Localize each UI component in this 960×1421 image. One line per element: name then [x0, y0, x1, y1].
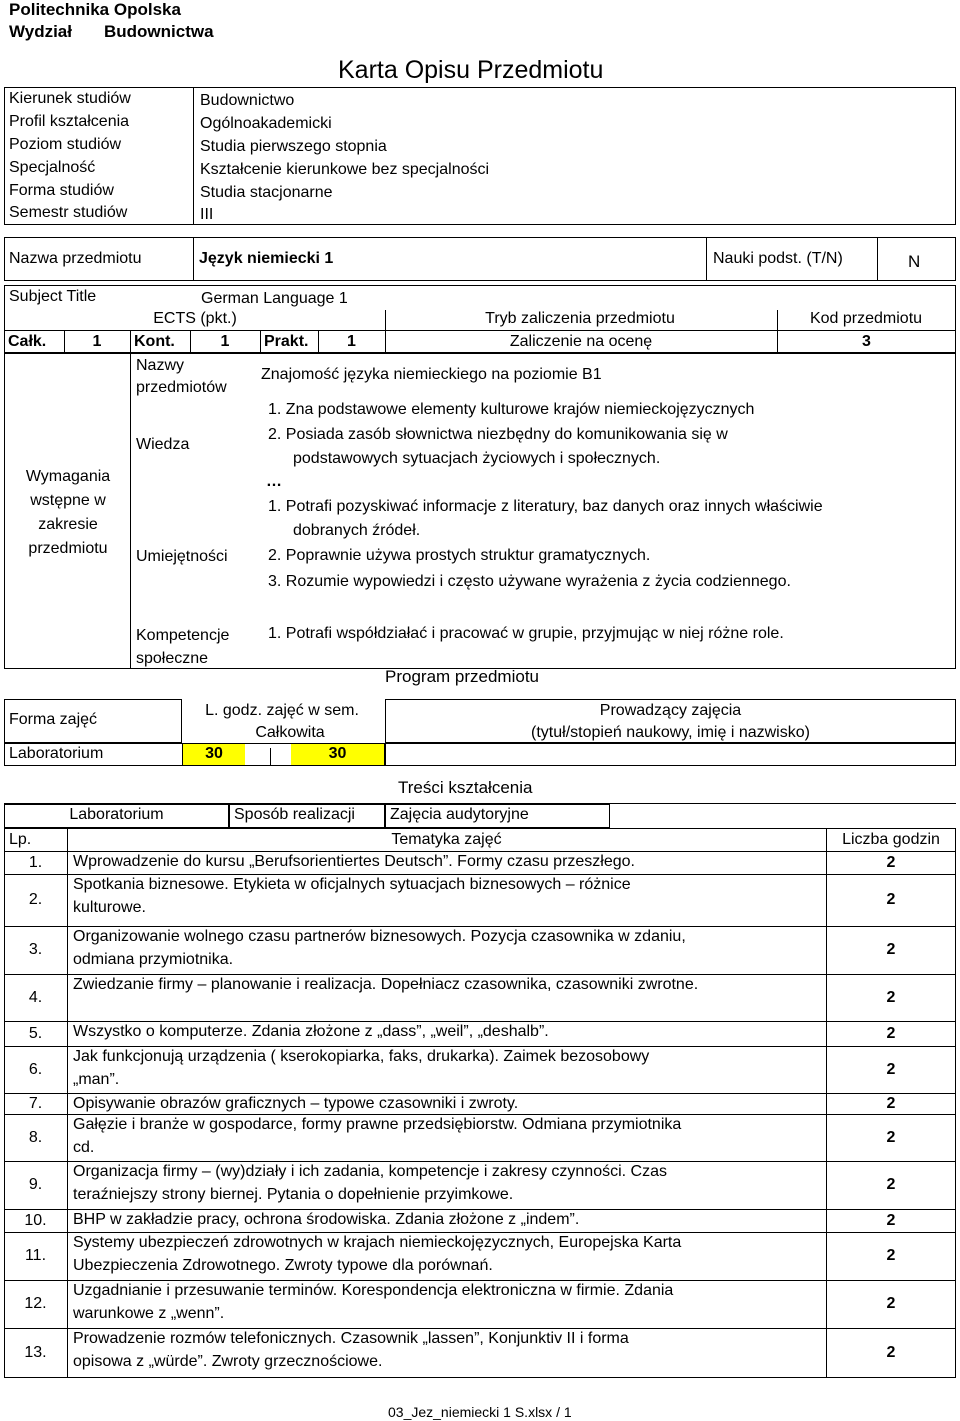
- footer-filename: 03_Jez_niemiecki 1 S.xlsx / 1: [388, 1404, 572, 1420]
- row-number: 3.: [28, 941, 43, 958]
- info-value: Kształcenie kierunkowe bez specjalności: [200, 161, 490, 178]
- row-topic: kulturowe.: [73, 899, 146, 916]
- info-value: Studia stacjonarne: [200, 184, 333, 201]
- subject-title-value: German Language 1: [201, 290, 348, 307]
- row-hours: 2: [886, 1176, 896, 1193]
- skills-item: 1. Potrafi pozyskiwać informacje z literatury, baz danych oraz innych właściwie: [268, 498, 823, 515]
- row-divider: [4, 1209, 956, 1210]
- info-label: Specjalność: [9, 159, 96, 176]
- info-value: Studia pierwszego stopnia: [200, 138, 387, 155]
- mode-label: Tryb zaliczenia przedmiotu: [485, 310, 675, 327]
- method-value: Zajęcia audytoryjne: [390, 806, 529, 823]
- code-label: Kod przedmiotu: [809, 310, 923, 327]
- skills-item: 3. Rozumie wypowiedzi i często używane wyrażenia z życia codziennego.: [268, 573, 791, 590]
- row-topic: teraźniejszy strony biernej. Pytania o dopełnienie przyimkowe.: [73, 1186, 514, 1203]
- info-label: Profil kształcenia: [9, 113, 130, 130]
- subject-name-label: Nazwa przedmiotu: [9, 250, 142, 267]
- info-value: III: [200, 206, 214, 223]
- info-label: Semestr studiów: [9, 204, 128, 221]
- ects-cont-value: 1: [220, 333, 230, 350]
- col-lp-header: Lp.: [9, 831, 32, 848]
- col-hours-header: Liczba godzin: [842, 831, 940, 848]
- row-divider: [4, 874, 956, 875]
- row-topic: Uzgadnianie i przesuwanie terminów. Korespondencja elektroniczna w firmie. Zdania: [73, 1282, 674, 1299]
- row-topic: Spotkania biznesowe. Etykieta w oficjalnych sytuacjach biznesowych – różnice: [73, 876, 631, 893]
- row-divider: [4, 926, 956, 927]
- info-label: Poziom studiów: [9, 136, 122, 153]
- document-title: Karta Opisu Przedmiotu: [338, 56, 604, 84]
- method-label: Sposób realizacji: [234, 806, 355, 823]
- row-topic: Opisywanie obrazów graficznych – typowe czasowniki i zwroty.: [73, 1095, 519, 1112]
- row-divider: [4, 1328, 956, 1329]
- row-number: 13.: [24, 1344, 47, 1361]
- row-hours: 2: [886, 891, 896, 908]
- ects-label: ECTS (pkt.): [153, 310, 237, 327]
- row-topic: Prowadzenie rozmów telefonicznych. Czasownik „lassen”, Konjunktiv II i forma: [73, 1330, 629, 1347]
- row-topic: Organizowanie wolnego czasu partnerów biznesowych. Pozycja czasownika w zdaniu,: [73, 928, 686, 945]
- content-title: Treści kształcenia: [398, 778, 533, 797]
- info-label: Kierunek studiów: [9, 90, 131, 107]
- row-topic: Wprowadzenie do kursu „Berufsorientiertes Deutsch”. Formy czasu przeszłego.: [73, 853, 635, 870]
- subject-title-label: Subject Title: [9, 288, 97, 305]
- row-topic: BHP w zakładzie pracy, ochrona środowiska. Zdania złożone z „indem”.: [73, 1211, 580, 1228]
- teacher-label: Prowadzący zajęcia: [599, 702, 742, 719]
- row-number: 5.: [28, 1025, 43, 1042]
- row-topic: Zwiedzanie firmy – planowanie i realizacja. Dopełniacz czasownika, czasowniki zwrotne.: [73, 976, 699, 993]
- info-block: [4, 87, 956, 225]
- university-name: Politechnika Opolska: [9, 0, 181, 19]
- total-value: 30: [328, 745, 347, 762]
- social-item: 1. Potrafi współdziałać i pracować w grupie, przyjmując w niej różne role.: [268, 625, 784, 642]
- row-number: 10.: [24, 1212, 47, 1229]
- info-value: Budownictwo: [200, 92, 295, 109]
- ects-total-label: Całk.: [8, 333, 47, 350]
- hours-total-label: Całkowita: [255, 724, 325, 741]
- row-hours: 2: [886, 854, 896, 871]
- row-topic: Ubezpieczenia Zdrowotnego. Zwroty typowe dla porównań.: [73, 1257, 493, 1274]
- info-value: Ogólnoakademicki: [200, 115, 332, 132]
- row-divider: [4, 1280, 956, 1281]
- row-topic: opisowa z „würde”. Zwroty grzecznościowe.: [73, 1353, 383, 1370]
- row-topic: Jak funkcjonują urządzenia ( kserokopiarka, faks, drukarka). Zaimek bezosobowy: [73, 1048, 650, 1065]
- faculty-label: Wydział: [9, 22, 72, 41]
- row-divider: [4, 1114, 956, 1115]
- row-hours: 2: [886, 1129, 896, 1146]
- row-topic: Systemy ubezpieczeń zdrowotnych w krajach niemieckojęzycznych, Europejska Karta: [73, 1234, 682, 1251]
- row-number: 9.: [28, 1176, 43, 1193]
- row-hours: 2: [886, 1095, 896, 1112]
- social-label: Kompetencje społeczne: [136, 627, 230, 667]
- basic-science-value: N: [908, 252, 921, 271]
- col-topic-header: Tematyka zajęć: [391, 831, 502, 848]
- content-type-value: Laboratorium: [69, 806, 164, 823]
- requirements-label: Wymagania wstępne w zakresie przedmiotu: [25, 468, 111, 557]
- row-divider: [4, 1093, 956, 1094]
- row-topic: warunkowe z „wenn”.: [73, 1305, 225, 1322]
- knowledge-item: 2. Posiada zasób słownictwa niezbędny do komunikowania się w: [268, 426, 728, 443]
- prior-subjects-label: Nazwy przedmiotów: [136, 357, 227, 396]
- row-divider: [4, 1232, 956, 1233]
- row-divider: [4, 1021, 956, 1022]
- ects-cont-label: Kont.: [134, 333, 175, 350]
- row-divider: [4, 1161, 956, 1162]
- row-topic: Wszystko o komputerze. Zdania złożone z „dass”, „weil”, „deshalb”.: [73, 1023, 549, 1040]
- subject-name-value: Język niemiecki 1: [199, 250, 334, 267]
- hours-value: 30: [205, 745, 223, 762]
- row-number: 4.: [28, 989, 43, 1006]
- row-divider: [4, 1046, 956, 1047]
- row-hours: 2: [886, 941, 896, 958]
- code-value: 3: [862, 333, 871, 350]
- row-hours: 2: [886, 1212, 896, 1229]
- knowledge-item: …: [266, 473, 282, 490]
- row-number: 12.: [24, 1295, 47, 1312]
- row-topic: odmiana przymiotnika.: [73, 951, 234, 968]
- skills-label: Umiejętności: [136, 548, 228, 565]
- knowledge-item: 1. Zna podstawowe elementy kulturowe krajów niemieckojęzycznych: [268, 401, 755, 418]
- row-number: 2.: [28, 891, 43, 908]
- row-number: 1.: [28, 854, 43, 871]
- info-label: Forma studiów: [9, 182, 114, 199]
- row-number: 11.: [24, 1247, 47, 1264]
- ects-total-value: 1: [92, 333, 102, 350]
- knowledge-label: Wiedza: [136, 436, 190, 453]
- prior-subjects-value: Znajomość języka niemieckiego na poziomie B1: [261, 366, 602, 383]
- row-hours: 2: [886, 1061, 896, 1078]
- teacher-sublabel: (tytuł/stopień naukowy, imię i nazwisko): [531, 724, 810, 741]
- row-topic: cd.: [73, 1139, 95, 1156]
- hours-label: L. godz. zajęć w sem.: [205, 702, 359, 719]
- faculty-value: Budownictwa: [104, 22, 214, 41]
- form-label: Forma zajęć: [9, 711, 98, 728]
- skills-item: dobranych źródeł.: [293, 522, 421, 539]
- form-value: Laboratorium: [9, 745, 104, 762]
- row-topic: „man”.: [73, 1071, 120, 1088]
- program-title: Program przedmiotu: [385, 667, 540, 686]
- ects-prakt-value: 1: [347, 333, 356, 350]
- row-hours: 2: [886, 989, 896, 1006]
- skills-item: 2. Poprawnie używa prostych struktur gramatycznych.: [268, 547, 651, 564]
- row-hours: 2: [886, 1295, 896, 1312]
- row-divider: [4, 851, 956, 852]
- row-topic: Organizacja firmy – (wy)działy i ich zadania, kompetencje i zakresy czynności. Czas: [73, 1163, 667, 1180]
- row-divider: [4, 974, 956, 975]
- row-number: 8.: [28, 1129, 43, 1146]
- mode-value: Zaliczenie na ocenę: [509, 333, 653, 350]
- row-number: 7.: [28, 1095, 43, 1112]
- ects-prakt-label: Prakt.: [264, 333, 309, 350]
- teacher-value-cell: [385, 743, 956, 766]
- knowledge-item: podstawowych sytuacjach życiowych i społecznych.: [293, 450, 661, 467]
- row-number: 6.: [28, 1061, 43, 1078]
- basic-science-label: Nauki podst. (T/N): [713, 250, 843, 267]
- row-hours: 2: [886, 1247, 896, 1264]
- row-hours: 2: [886, 1344, 896, 1361]
- row-topic: Gałęzie i branże w gospodarce, formy prawne przedsiębiorstw. Odmiana przymiotnika: [73, 1116, 682, 1133]
- row-hours: 2: [886, 1025, 896, 1042]
